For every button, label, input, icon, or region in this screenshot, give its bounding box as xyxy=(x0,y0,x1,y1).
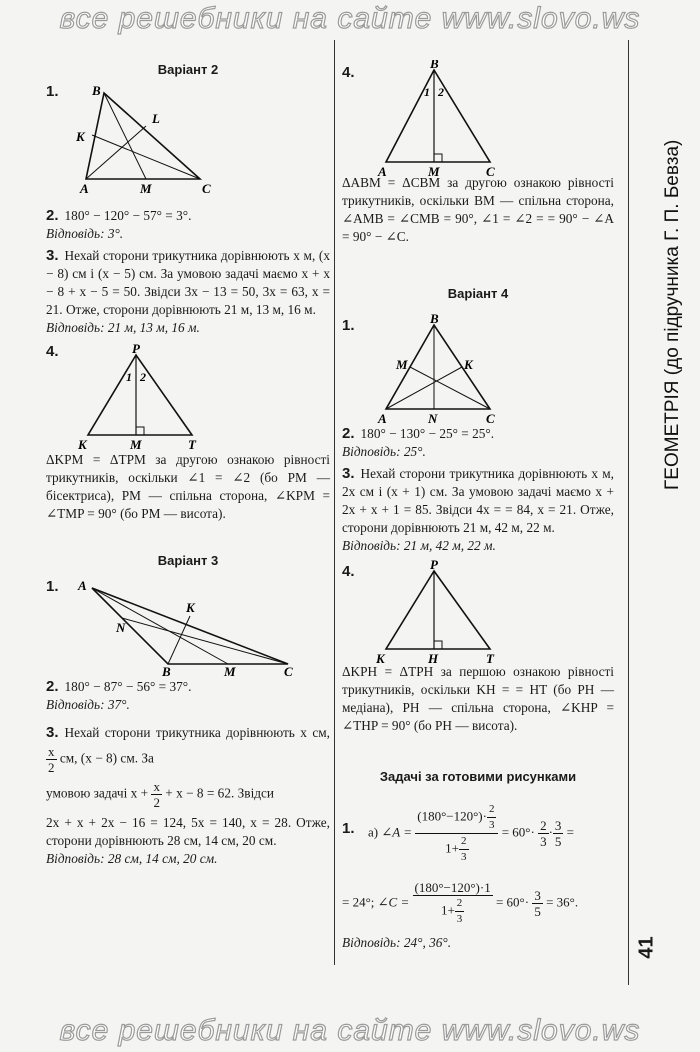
triangle-shape xyxy=(88,355,192,435)
vertex-label: B xyxy=(92,83,101,98)
formula-angle-a: а) ∠A = (180°−120°)· $\frac{2}{3}$ 1+ $\frac{2}{3}$ = 60°· $\frac{2}{3}$ · $\frac{3}{5}$ = xyxy=(368,803,574,863)
v2-problem-1 xyxy=(46,83,330,207)
v2-problem-4-text: ΔKPM = ΔTPM за другою ознакою рівності трикутників, оскільки ∠1 = ∠2 (бо PM — бісектриса), PM — спільна сторона, ∠KPM = ∠TMP = 90° (бо PM — висота). xyxy=(46,452,330,521)
fraction-x-over-2: $\frac{x}{2}$ xyxy=(153,779,160,810)
vertex-label: B xyxy=(162,664,171,678)
problem-number: 4. xyxy=(342,64,355,81)
vertex-label: M xyxy=(428,164,440,179)
ready-problem-1 xyxy=(342,798,614,938)
triangle-figure-v3-1 xyxy=(72,578,312,678)
vertex-label: N xyxy=(116,620,126,635)
triangle-figure-v4-4 xyxy=(372,559,572,663)
vertex-label: C xyxy=(486,411,495,425)
vertex-label: K xyxy=(376,651,385,663)
cevian-line xyxy=(92,135,200,179)
vertex-label: N xyxy=(428,411,438,425)
vertex-label: M xyxy=(140,181,152,196)
watermark-banner-top: все решебники на сайте www.slovo.ws xyxy=(59,2,641,35)
vertex-label: K xyxy=(464,357,473,372)
v3-problem-3-equation: умовою задачі x + $\frac{x}{2}$ + x − 8 = 62. Звідси xyxy=(46,779,275,810)
v3-problem-3: 3. Нехай сторони трикутника дорівнюють x см, $\frac{x}{2}$ см, (x − 8) см. За xyxy=(46,724,330,775)
right-angle-mark xyxy=(136,427,144,435)
v4-problem-3: 3. Нехай сторони трикутника дорівнюють x м, 2x см і (x + 1) см. За умовою задачі маємо x + 2x + x + 1 = 85. Звідси 4x = = 84, x = 21. Отже, сторони дорівнюють 21 м, 42 м, 22 м. xyxy=(342,465,614,535)
problem-number: 1. xyxy=(46,83,59,100)
triangle-figure-v4-1 xyxy=(372,313,572,425)
vertex-label: A xyxy=(378,164,387,179)
vertex-label: C xyxy=(202,181,211,196)
problem-number: 4. xyxy=(46,343,59,360)
triangle-shape xyxy=(386,571,490,649)
watermark-banner-bottom: все решебники на сайте www.slovo.ws xyxy=(59,1014,641,1047)
v4-problem-4 xyxy=(342,559,614,663)
v3-problem-2: 2. 180° − 87° − 56° = 37°. xyxy=(46,678,192,695)
cevian-line xyxy=(122,618,288,664)
vertex-label: T xyxy=(486,651,494,663)
v4-problem-4-text: ΔKPH = ΔTPH за першою ознакою рівності трикутників, оскільки KH = = HT (бо PH — медіана), PH — спільна сторона, ∠KHP = ∠THP = 90° (бо PH — висота). xyxy=(342,664,614,733)
v2-problem-4b xyxy=(342,40,614,179)
vertex-label: H xyxy=(428,651,439,663)
vertex-label: K xyxy=(78,437,87,451)
vertex-label: C xyxy=(486,164,495,179)
height-line xyxy=(168,616,190,664)
triangle-shape xyxy=(386,70,490,162)
problem-number: 1. xyxy=(342,820,355,837)
vertex-label: M xyxy=(396,357,408,372)
vertex-label: K xyxy=(76,129,85,144)
right-angle-mark xyxy=(434,641,442,649)
column-divider xyxy=(334,40,335,965)
vertex-label: A xyxy=(378,411,387,425)
side-title: ГЕОМЕТРІЯ (до підручника Г. П. Бевза) xyxy=(662,139,683,490)
variant-3-title: Варіант 3 xyxy=(157,553,219,568)
formula-angle-c: = 24°; ∠C = (180°−120°)·1 1+ $\frac{2}{3}$ = 60°· $\frac{3}{5}$ = 36°. xyxy=(342,880,579,925)
angle-label: 1 xyxy=(126,370,132,384)
v4-problem-1 xyxy=(342,313,614,425)
v2-problem-2: 2. 180° − 120° − 57° = 3°. xyxy=(46,207,192,224)
vertex-label: P xyxy=(430,559,438,572)
v3-answer-3: Відповідь: 28 см, 14 см, 20 см. xyxy=(46,851,218,866)
median-line xyxy=(92,588,228,664)
triangle-figure-v2-4b xyxy=(372,60,572,194)
v3-answer-2: Відповідь: 37°. xyxy=(46,697,130,712)
variant-2-title: Варіант 2 xyxy=(157,62,219,77)
vertex-label: K xyxy=(186,600,195,615)
vertex-label: B xyxy=(430,60,439,71)
ready-answer: Відповідь: 24°, 36°. xyxy=(342,935,452,950)
v2-problem-4b-text: ΔABM = ΔCBM за другою ознакою рівності трикутників, оскільки BM — спільна сторона, ∠AMB = ∠CMB = 90°, ∠1 = ∠2 = = 90° − ∠A = 90° − ∠C. xyxy=(342,175,614,244)
vertex-label: A xyxy=(80,181,89,196)
v2-problem-4 xyxy=(46,343,330,451)
vertex-label: C xyxy=(284,664,293,678)
vertex-label: A xyxy=(78,578,87,593)
triangle-shape xyxy=(86,93,200,179)
variant-4-title: Варіант 4 xyxy=(447,286,509,301)
vertex-label: B xyxy=(430,313,439,326)
right-angle-mark xyxy=(434,154,442,162)
v2-problem-3: 3. Нехай сторони трикутника дорівнюють x м, (x − 8) см і (x − 5) см. За умовою задачі маємо x + x − 8 + x − 5 = 50. Звідси 3x − 13 = 50, 3x = 63, x = 21. Отже, сторони дорівнюють 21 м, 13 м, 16 м. xyxy=(46,247,330,317)
v4-problem-2: 2. 180° − 130° − 25° = 25°. xyxy=(342,425,495,442)
problem-number: 1. xyxy=(46,578,59,595)
vertex-label: P xyxy=(132,343,140,356)
problem-number: 1. xyxy=(342,317,355,334)
triangle-figure-v2-1 xyxy=(74,83,274,207)
side-divider xyxy=(628,40,629,985)
v2-answer-3: Відповідь: 21 м, 13 м, 16 м. xyxy=(46,320,200,335)
angle-label: 1 xyxy=(424,85,430,99)
vertex-label: M xyxy=(130,437,142,451)
angle-label: 2 xyxy=(140,370,146,384)
left-column xyxy=(46,40,330,868)
v4-answer-2: Відповідь: 25°. xyxy=(342,444,426,459)
page-number: 41 xyxy=(635,936,658,959)
angle-label: 2 xyxy=(438,85,444,99)
problem-number: 4. xyxy=(342,563,355,580)
median-line xyxy=(104,93,146,179)
v3-problem-3-solution: 2x + x + 2x − 16 = 124, 5x = 140, x = 28. Отже, сторони дорівнюють 28 см, 14 см, 20 см. xyxy=(46,815,330,848)
vertex-label: M xyxy=(224,664,236,678)
triangle-figure-v2-4 xyxy=(74,343,274,451)
vertex-label: T xyxy=(188,437,196,451)
v2-answer-2: Відповідь: 3°. xyxy=(46,226,124,241)
vertex-label: L xyxy=(152,111,160,126)
right-column xyxy=(342,40,614,952)
v4-answer-3: Відповідь: 21 м, 42 м, 22 м. xyxy=(342,538,496,553)
ready-figures-title: Задачі за готовими рисунками xyxy=(379,769,577,784)
v3-problem-1 xyxy=(46,578,330,678)
fraction-x-over-2: $\frac{x}{2}$ xyxy=(48,744,55,775)
